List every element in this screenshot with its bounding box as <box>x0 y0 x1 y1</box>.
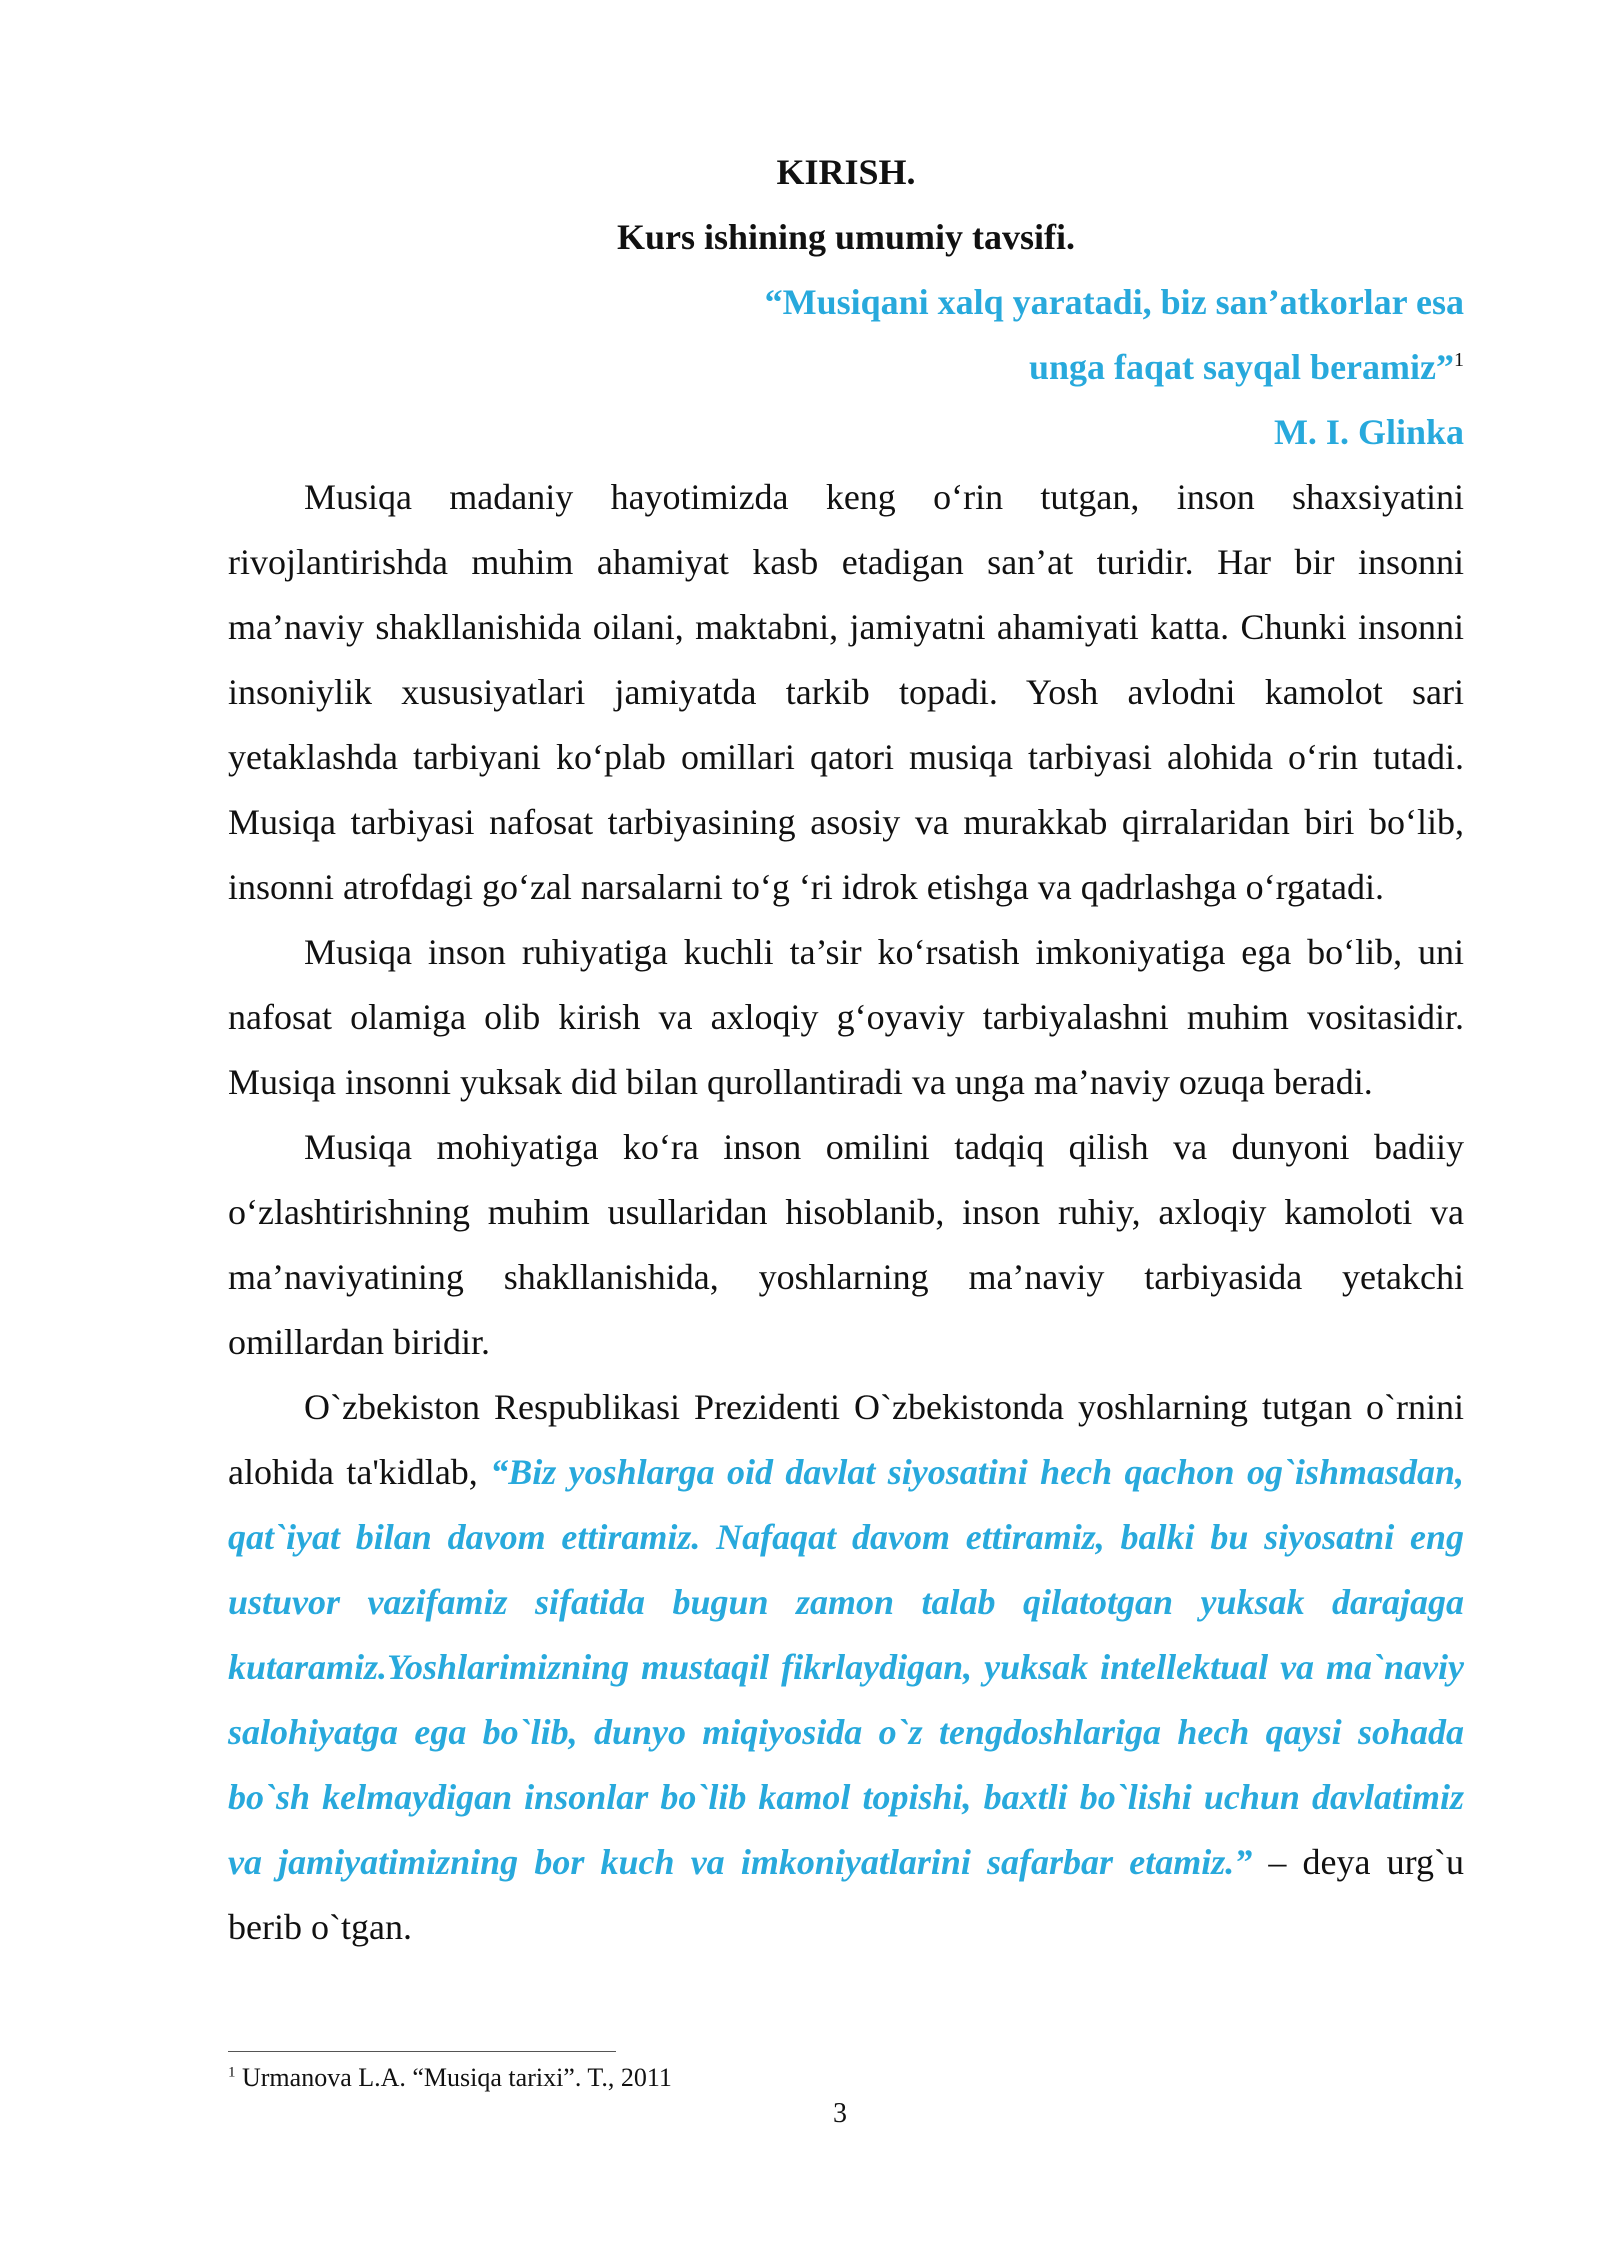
footnote-divider <box>228 2051 616 2052</box>
epigraph-author: M. I. Glinka <box>1273 412 1464 452</box>
paragraph-4-tail: – deya urg`u berib o`tgan. <box>228 1842 1464 1947</box>
paragraph-4-lead: O`zbekiston Respublikasi Prezidenti O`zbekistonda yoshlarning tutgan o`rnini alohida ta'kidlab, <box>228 1387 1464 1492</box>
epigraph-line-2 <box>228 335 1464 400</box>
epigraph <box>228 270 1464 465</box>
president-quote: “Biz yoshlarga oid davlat siyosatini hech qachon og`ishmasdan, qat`iyat bilan davom ettiramiz. Nafaqat davom ettiramiz, balki bu siyosatni eng ustuvor vazifamiz sifatida bugun zamon talab qilatotgan yuksak darajaga kutaramiz.Yoshlarimizning mustaqil fikrlaydigan, yuksak intellektual va ma`naviy salohiyatga ega bo`lib, dunyo miqiyosida o`z tengdoshlariga hech qaysi sohada bo`sh kelmaydigan insonlar bo`lib kamol topishi, baxtli bo`lishi uchun davlatimiz va jamiyatimizning bor kuch va imkoniyatlarini safarbar etamiz.” <box>228 1452 1464 1882</box>
paragraph-2: Musiqa inson ruhiyatiga kuchli ta’sir ko‘rsatish imkoniyatiga ega bo‘lib, uni nafosat olamiga olib kirish va axloqiy g‘oyaviy tarbiyalashni muhim vositasidir. Musiqa insonni yuksak did bilan qurollantiradi va unga ma’naviy ozuqa beradi. <box>228 932 1464 1102</box>
page-title: KIRISH. <box>776 152 916 192</box>
page-content <box>228 140 1464 1960</box>
paragraph-4 <box>228 1375 1464 1960</box>
page-subtitle: Kurs ishining umumiy tavsifi. <box>616 217 1076 257</box>
epigraph-line-1: “Musiqani xalq yaratadi, biz san’atkorlar esa <box>764 282 1464 322</box>
page-number: 3 <box>833 2098 847 2129</box>
footnote <box>228 2062 672 2094</box>
epigraph-line-2-text: unga faqat sayqal beramiz” <box>1028 347 1454 387</box>
epigraph-footnote-mark[interactable]: 1 <box>1454 349 1464 371</box>
footnote-mark: 1 <box>228 2064 236 2081</box>
footnote-text: Urmanova L.A. “Musiqa tarixi”. T., 2011 <box>235 2063 672 2092</box>
paragraph-3: Musiqa mohiyatiga ko‘ra inson omilini tadqiq qilish va dunyoni badiiy o‘zlashtirishning muhim usullaridan hisoblanib, inson ruhiy, axloqiy kamoloti va ma’naviyatining shakllanishida, yoshlarning ma’naviy tarbiyasida yetakchi omillardan biridir. <box>228 1127 1464 1362</box>
paragraph-1: Musiqa madaniy hayotimizda keng o‘rin tutgan, inson shaxsiyatini rivojlantirishda muhim ahamiyat kasb etadigan san’at turidir. Har bir insonni ma’naviy shakllanishida oilani, maktabni, jamiyatni ahamiyati katta. Chunki insonni insoniylik xususiyatlari jamiyatda tarkib topadi. Yosh avlodni kamolot sari yetaklashda tarbiyani ko‘plab omillari qatori musiqa tarbiyasi alohida o‘rin tutadi. Musiqa tarbiyasi nafosat tarbiyasining asosiy va murakkab qirralaridan biri bo‘lib, insonni atrofdagi go‘zal narsalarni to‘g ‘ri idrok etishga va qadrlashga o‘rgatadi. <box>228 477 1464 907</box>
